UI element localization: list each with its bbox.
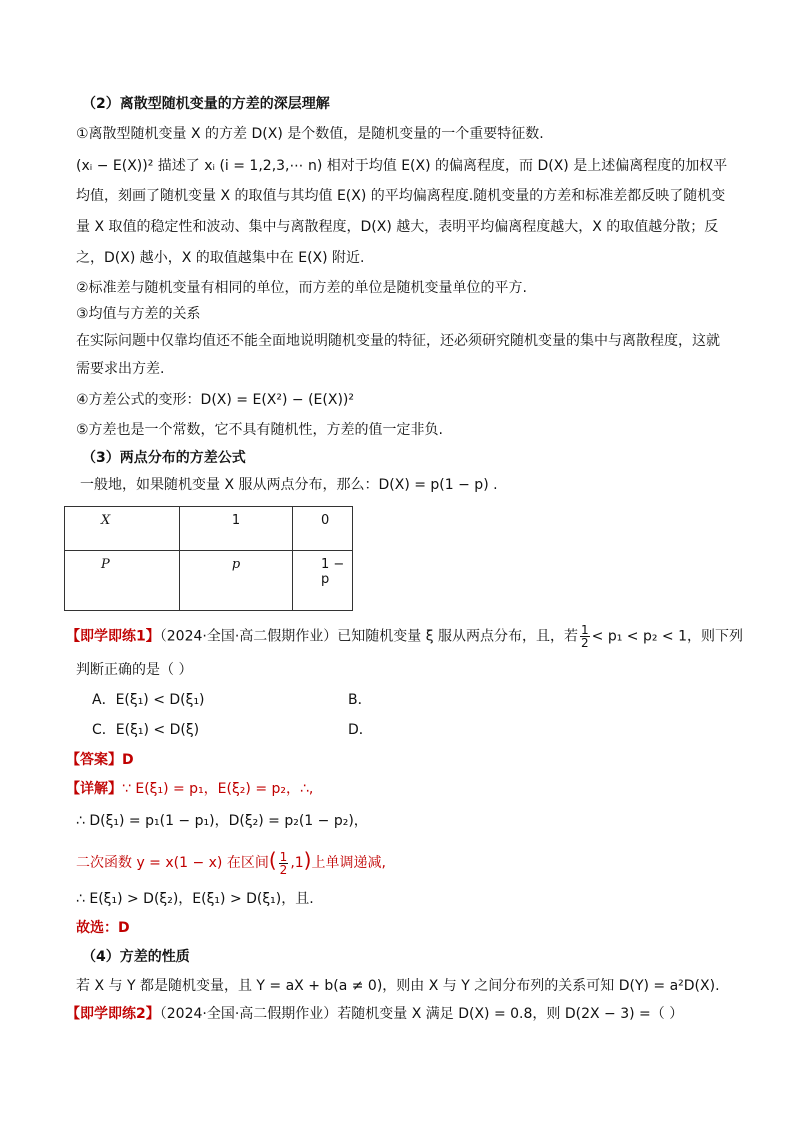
section3-heading: （3）两点分布的方差公式 [82, 450, 246, 466]
table-cell: 0 [293, 507, 353, 551]
section3-intro: 一般地，如果随机变量 X 服从两点分布，那么：D(X) = p(1 − p) . [80, 477, 498, 493]
table-row [65, 551, 353, 611]
table-cell: X [65, 507, 180, 551]
practice1-source: （2024·全国·高二假期作业） [159, 628, 338, 645]
detail-line-3: 二次函数 y = x(1 − x) 在区间( $\frac{1}{2}$ ,1)上单调递减, [76, 848, 386, 877]
choose-label: 故选：D [76, 920, 130, 936]
option-a[interactable]: A．E(ξ₁) < D(ξ₁) [92, 692, 205, 708]
detail-tag: 【详解】 [66, 781, 122, 797]
practice2-stem-text: 若随机变量 X 满足 D(X) = 0.8，则 D(2X − 3) =（ ） [337, 1006, 684, 1022]
practice1-stem [66, 624, 743, 649]
practice2-stem [66, 1004, 683, 1024]
section2-paragraph-2d: 之，D(X) 越小，X 的取值越集中在 E(X) 附近. [76, 250, 365, 266]
section4-paragraph: 若 X 与 Y 都是随机变量，且 Y = aX + b(a ≠ 0)，则由 X 与 Y 之间分布列的关系可知 D(Y) = a²D(X). [76, 978, 720, 994]
section2-paragraph-2a: (xᵢ − E(X))² 描述了 xᵢ (i = 1,2,3,⋯ n) 相对于均值 E(X) 的偏离程度，而 D(X) 是上述偏离程度的加权平 [76, 158, 728, 174]
fraction-numerator: 1 [581, 623, 589, 637]
practice1-stem-a: 已知随机变量 ξ 服从两点分布，且，若 [337, 628, 578, 645]
answer-label: 【答案】D [66, 752, 134, 768]
fraction-numerator: 1 [279, 849, 288, 864]
table-row [65, 507, 353, 551]
detail-text-1: ∵ E(ξ₁) = p₁，E(ξ₂) = p₂，∴, [122, 781, 314, 797]
section2-paragraph-5b: 需要求出方差. [76, 361, 165, 377]
section2-paragraph-5a: 在实际问题中仅靠均值还不能全面地说明随机变量的特征，还必须研究随机变量的集中与离散程度，这就 [76, 333, 720, 349]
variance-formula-variant: ④方差公式的变形：D(X) = E(X²) − (E(X))² [76, 392, 354, 408]
option-d[interactable]: D． [348, 722, 373, 738]
table-cell: P [65, 551, 180, 611]
section2-paragraph-7: ⑤方差也是一个常数，它不具有随机性，方差的值一定非负. [76, 422, 443, 438]
detail-text-3b: 上单调递减, [311, 855, 386, 871]
fraction-denominator: 2 [279, 862, 288, 877]
table-cell: p [180, 551, 293, 611]
section2-heading: （2）离散型随机变量的方差的深层理解 [82, 96, 330, 112]
section2-paragraph-4: ③均值与方差的关系 [76, 306, 201, 322]
option-c[interactable]: C．E(ξ₁) < D(ξ) [92, 722, 200, 738]
option-b[interactable]: B． [348, 692, 372, 708]
practice2-source: （2024·全国·高二假期作业） [159, 1006, 338, 1022]
section4-heading: （4）方差的性质 [82, 949, 190, 965]
section2-paragraph-3: ②标准差与随机变量有相同的单位，而方差的单位是随机变量单位的平方. [76, 280, 527, 296]
two-point-distribution-table [64, 506, 353, 611]
detail-line-4: ∴ E(ξ₁) > D(ξ₂)，E(ξ₁) > D(ξ₁)，且. [76, 891, 314, 907]
section2-paragraph-2b: 均值，刻画了随机变量 X 的取值与其均值 E(X) 的平均偏离程度.随机变量的方差和标准差都反映了随机变 [76, 188, 726, 204]
fraction-one-half [580, 624, 590, 649]
section2-paragraph-2c: 量 X 取值的稳定性和波动、集中与离散程度，D(X) 越大，表明平均偏离程度越大，X 的取值越分散；反 [76, 219, 719, 235]
section2-paragraph-1: ①离散型随机变量 X 的方差 D(X) 是个数值，是随机变量的一个重要特征数. [76, 126, 544, 142]
table-cell: 1 [180, 507, 293, 551]
fraction-denominator: 2 [581, 636, 589, 650]
detail-line-1 [66, 779, 313, 799]
practice2-tag: 【即学即练2】 [66, 1006, 160, 1022]
interval-fraction [279, 851, 289, 876]
detail-line-2: ∴ D(ξ₁) = p₁(1 − p₁)，D(ξ₂) = p₂(1 − p₂)， [76, 813, 368, 829]
practice1-stem-b: < p₁ < p₂ < 1，则下列 [591, 628, 743, 645]
table-cell: 1 − p [293, 551, 353, 611]
practice1-stem-c: 判断正确的是（ ） [76, 662, 193, 678]
detail-text-3a: 二次函数 y = x(1 − x) 在区间 [76, 855, 269, 871]
practice1-tag: 【即学即练1】 [66, 628, 160, 645]
